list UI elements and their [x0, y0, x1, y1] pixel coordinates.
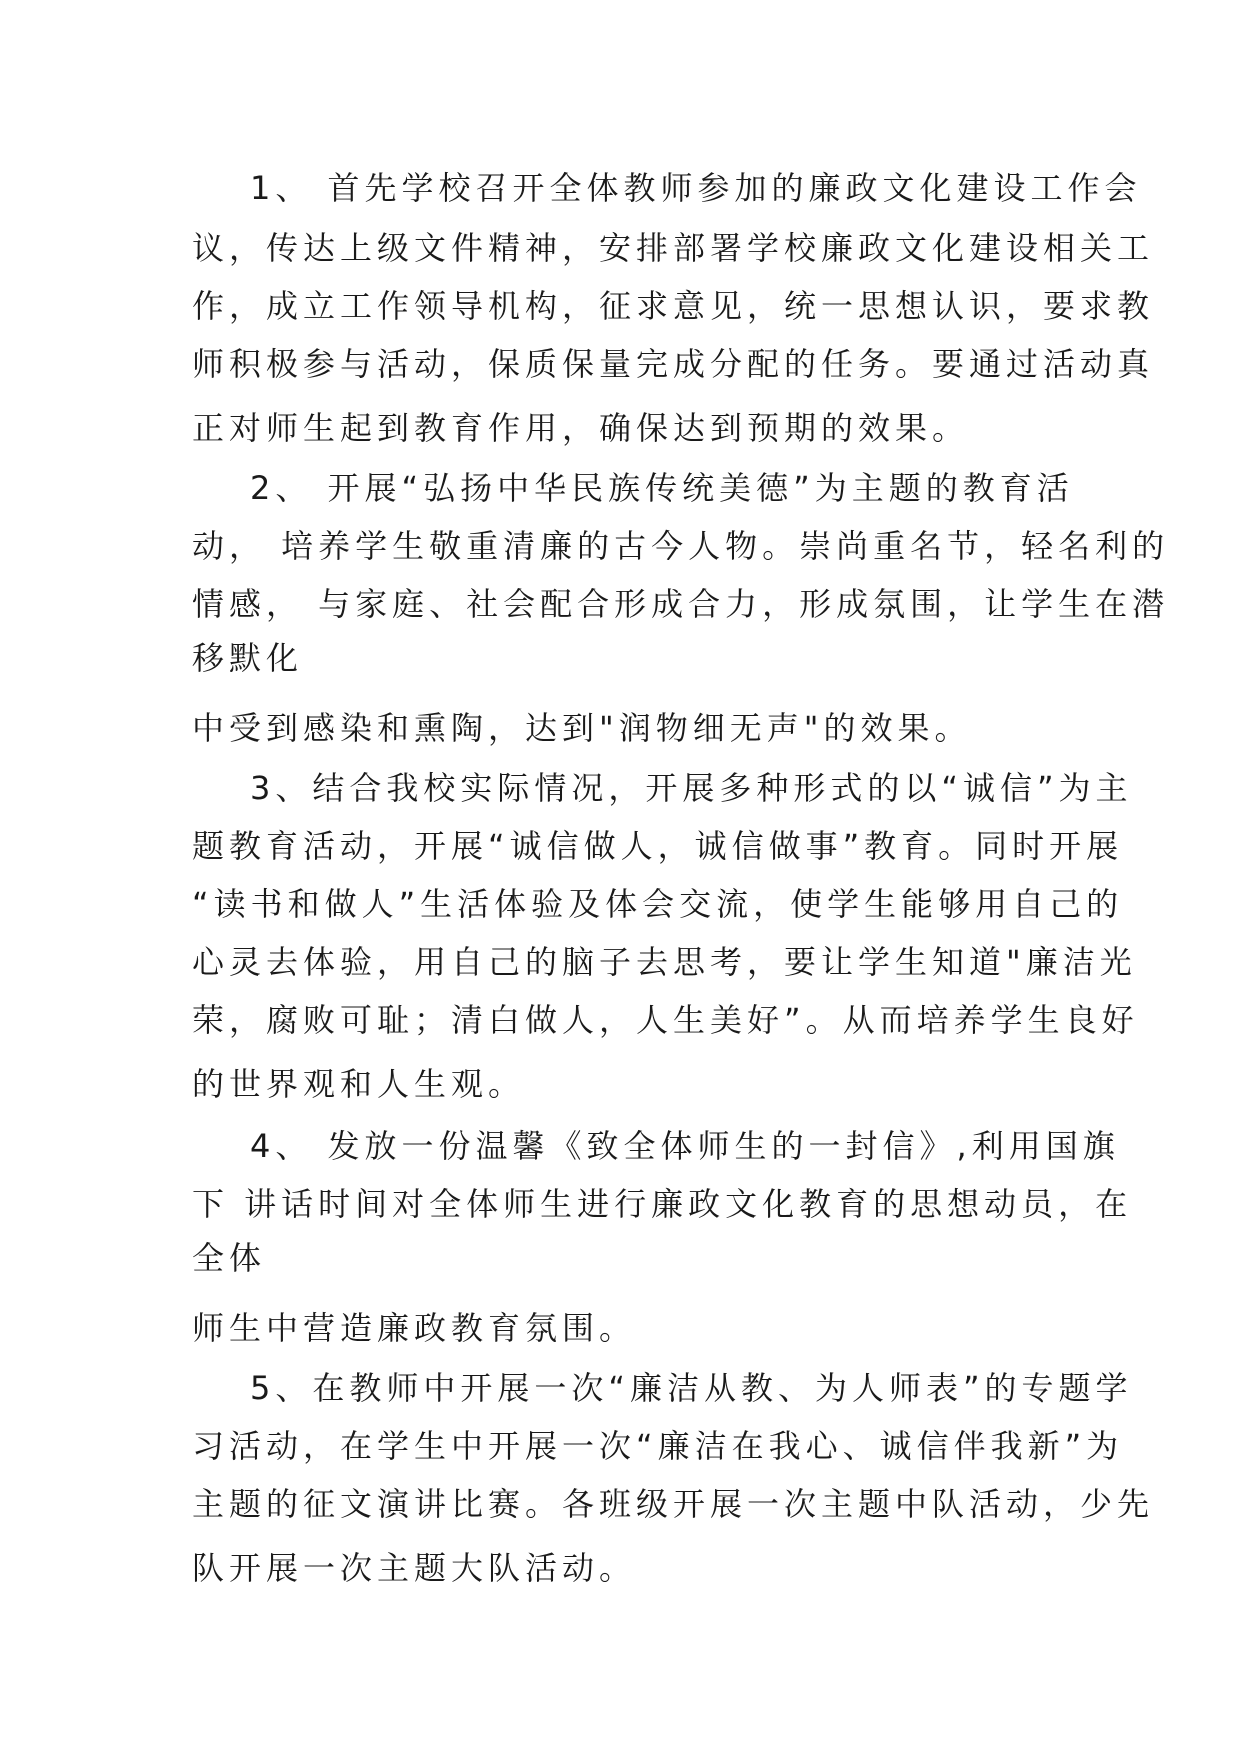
text-line: 习活动，在学生中开展一次“廉洁在我心、诚信伴我新”为 [192, 1427, 1124, 1465]
text-line: 师积极参与活动，保质保量完成分配的任务。要通过活动真 [192, 345, 1155, 383]
text-line: “读书和做人”生活体验及体会交流，使学生能够用自己的 [192, 885, 1124, 923]
text-line: 动， 培养学生敬重清廉的古今人物。崇尚重名节，轻名利的 [192, 527, 1170, 565]
text-line: 移默化 [192, 639, 304, 677]
text-line: 3、结合我校实际情况，开展多种形式的以“诚信”为主 [250, 769, 1133, 807]
text-line: 5、在教师中开展一次“廉洁从教、为人师表”的专题学 [250, 1369, 1133, 1407]
text-line: 1、 首先学校召开全体教师参加的廉政文化建设工作会 [250, 169, 1142, 207]
text-line: 情感， 与家庭、社会配合形成合力，形成氛围，让学生在潜 [192, 585, 1170, 623]
text-line: 作，成立工作领导机构，征求意见，统一思想认识，要求教 [192, 287, 1155, 325]
text-line: 中受到感染和熏陶，达到"润物细无声"的效果。 [192, 709, 972, 747]
text-line: 主题的征文演讲比赛。各班级开展一次主题中队活动，少先 [192, 1485, 1155, 1523]
text-line: 4、 发放一份温馨《致全体师生的一封信》,利用国旗 [250, 1127, 1120, 1165]
text-line: 议，传达上级文件精神，安排部署学校廉政文化建设相关工 [192, 229, 1155, 267]
text-line: 心灵去体验，用自己的脑子去思考，要让学生知道"廉洁光 [192, 943, 1137, 981]
text-line: 荣，腐败可耻；清白做人，人生美好”。从而培养学生良好 [192, 1001, 1139, 1039]
text-line: 下 讲话时间对全体师生进行廉政文化教育的思想动员，在 [192, 1185, 1133, 1223]
text-line: 正对师生起到教育作用，确保达到预期的效果。 [192, 409, 970, 447]
text-line: 2、 开展“弘扬中华民族传统美德”为主题的教育活 [250, 469, 1074, 507]
text-line: 题教育活动，开展“诚信做人，诚信做事”教育。同时开展 [192, 827, 1124, 865]
text-line: 的世界观和人生观。 [192, 1065, 526, 1103]
text-line: 队开展一次主题大队活动。 [192, 1549, 637, 1587]
text-line: 全体 [192, 1239, 267, 1277]
text-line: 师生中营造廉政教育氛围。 [192, 1309, 637, 1347]
